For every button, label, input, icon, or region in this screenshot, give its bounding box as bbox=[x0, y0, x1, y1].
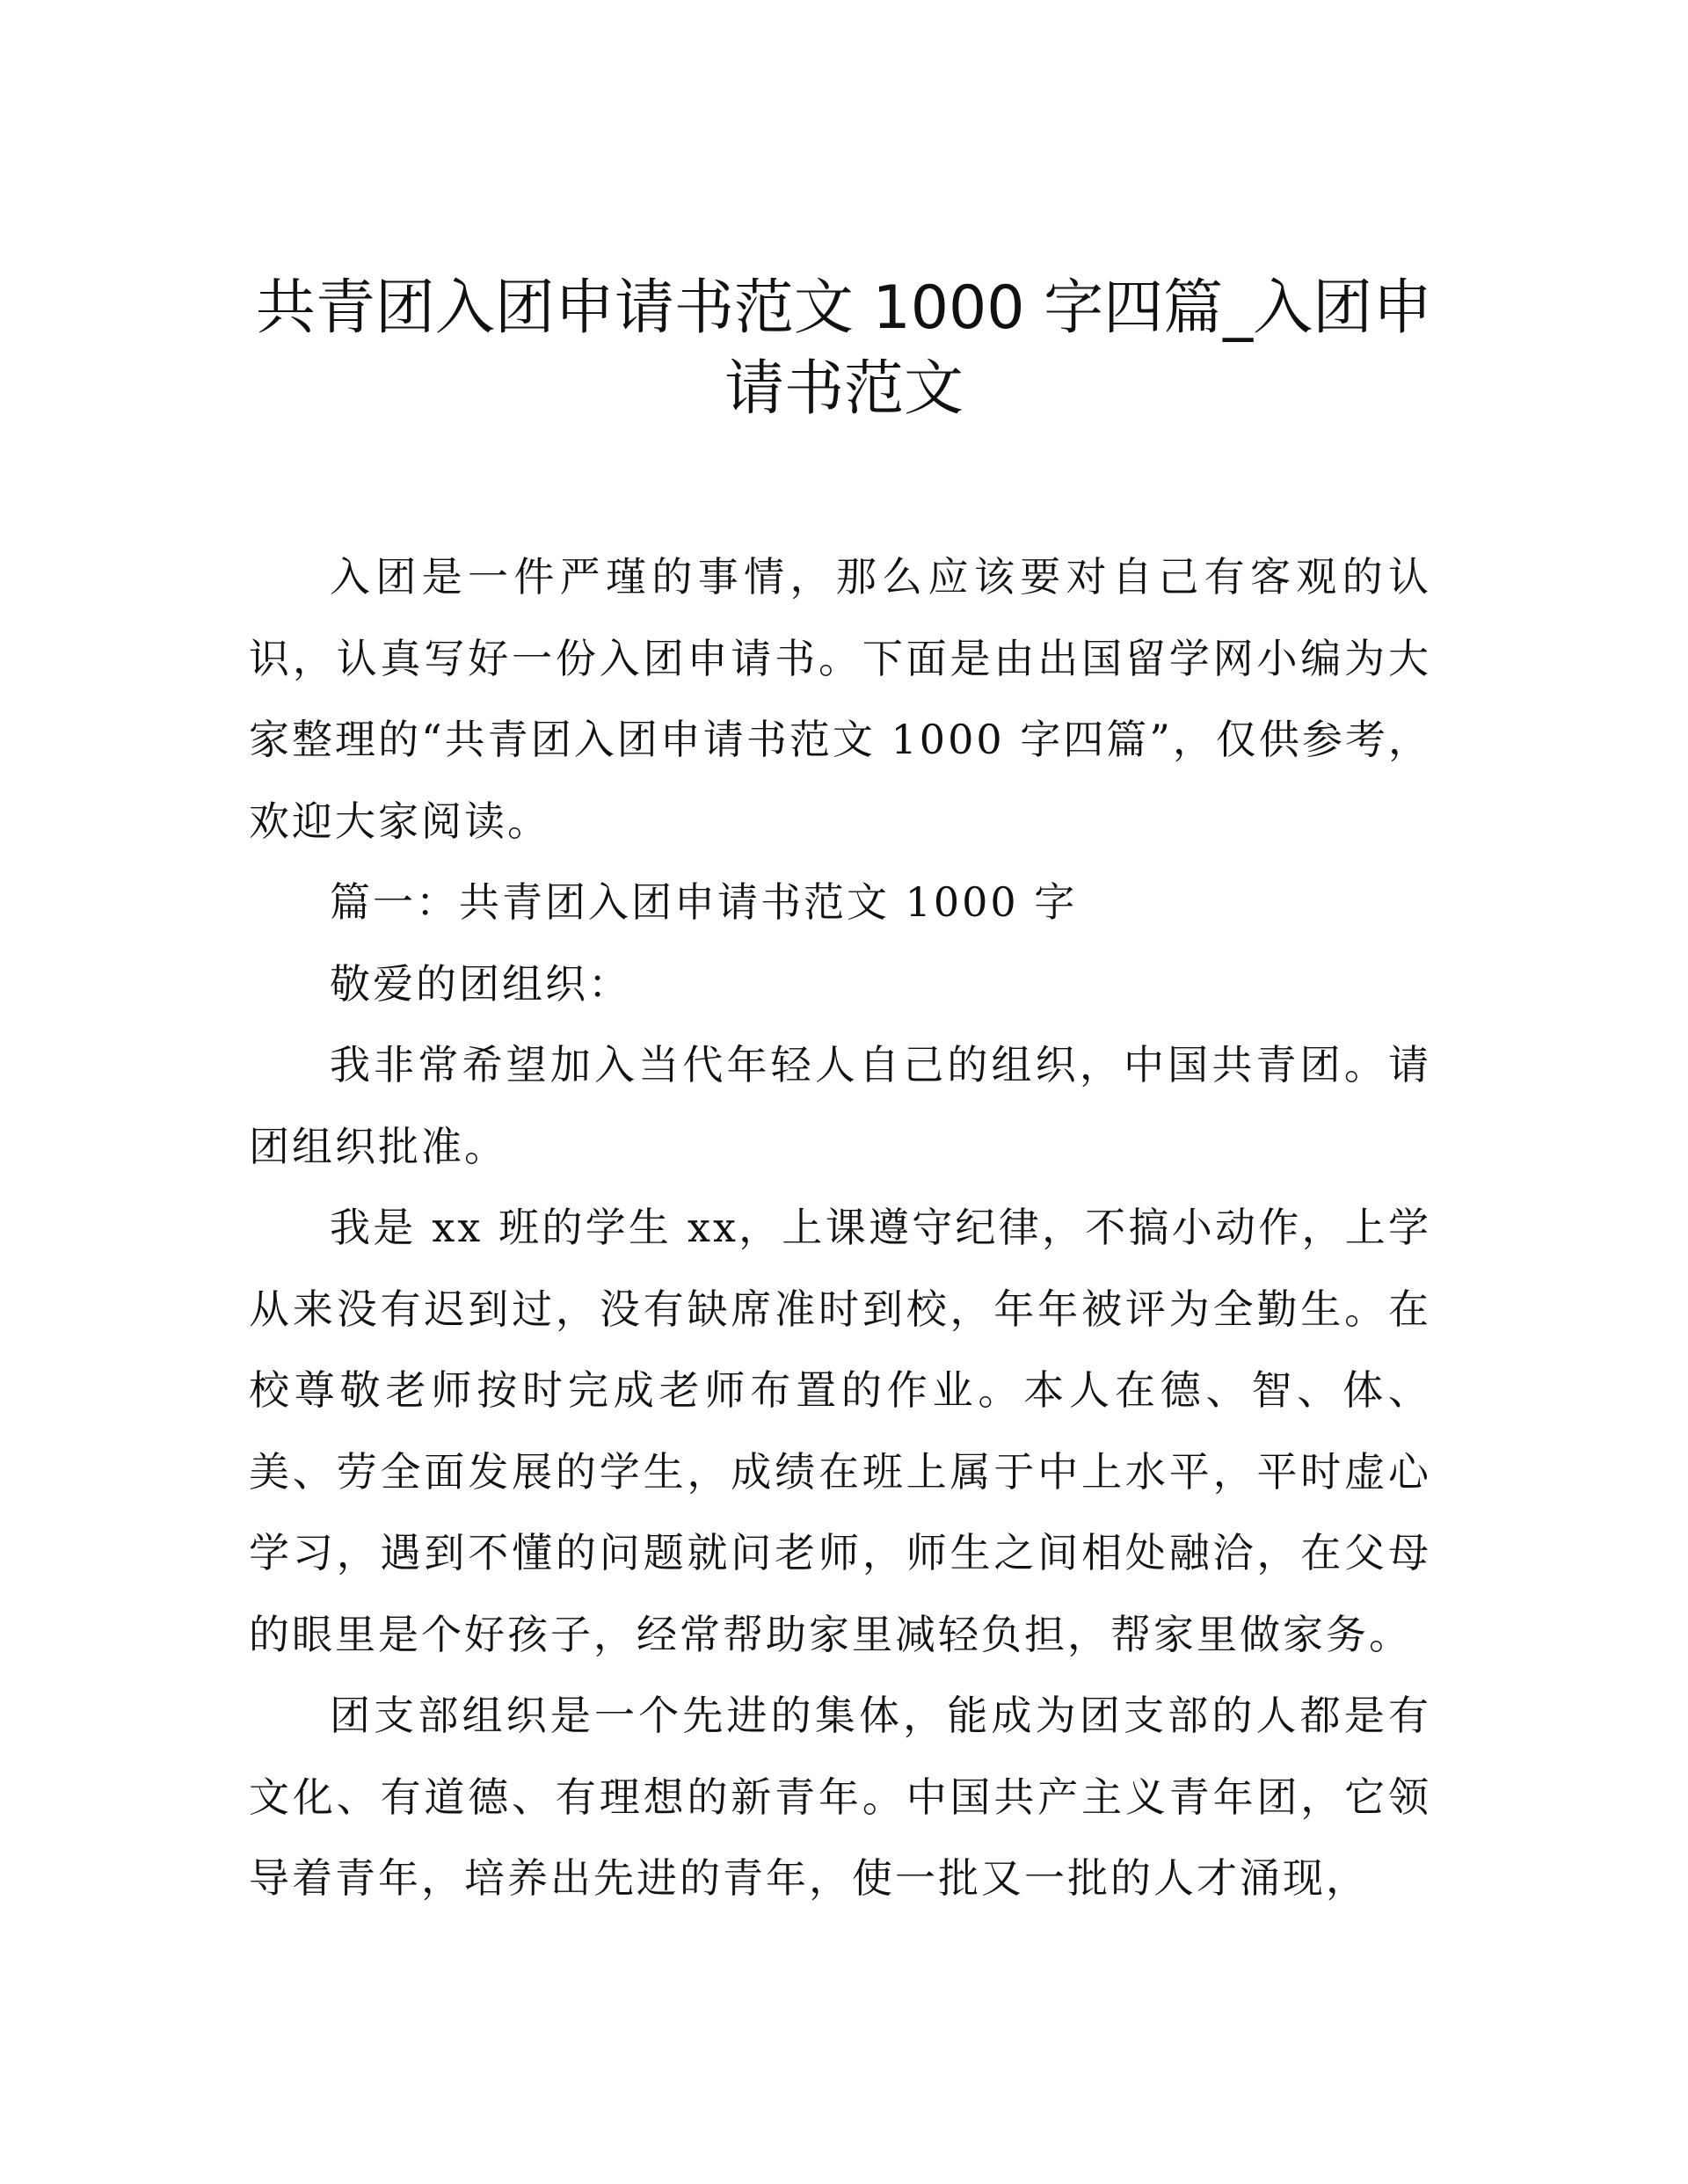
paragraph-self-introduction: 我是 xx 班的学生 xx，上课遵守纪律，不搞小动作，上学从来没有迟到过，没有缺席准时到校，年年被评为全勤生。在校尊敬老师按时完成老师布置的作业。本人在德、智、体、美、劳全面发展的学生，成绩在班上属于中上水平，平时虚心学习，遇到不懂的问题就问老师，师生之间相处融洽，在父母的眼里是个好孩子，经常帮助家里减轻负担，帮家里做家务。 bbox=[249, 1204, 1431, 1658]
document-title bbox=[176, 268, 1512, 430]
paragraph-intro: 入团是一件严瑾的事情，那么应该要对自己有客观的认识，认真写好一份入团申请书。下面是由出国留学网小编为大家整理的“共青团入团申请书范文 1000 字四篇”，仅供参考，欢迎大家阅读。 bbox=[249, 553, 1431, 845]
paragraph-section-heading: 篇一：共青团入团申请书范文 1000 字 bbox=[330, 878, 1078, 926]
paragraph-salutation: 敬爱的团组织： bbox=[330, 959, 631, 1008]
document-body bbox=[249, 536, 1431, 1919]
paragraph-league-description: 团支部组织是一个先进的集体，能成为团支部的人都是有文化、有道德、有理想的新青年。中国共产主义青年团，它领导着青年，培养出先进的青年，使一批又一批的人才涌现， bbox=[249, 1692, 1431, 1902]
title-line-2: 请书范文 bbox=[724, 354, 964, 424]
title-line-1: 共青团入团申请书范文 1000 字四篇_入团申 bbox=[255, 273, 1433, 343]
paragraph-wish: 我非常希望加入当代年轻人自己的组织，中国共青团。请团组织批准。 bbox=[249, 1041, 1431, 1170]
